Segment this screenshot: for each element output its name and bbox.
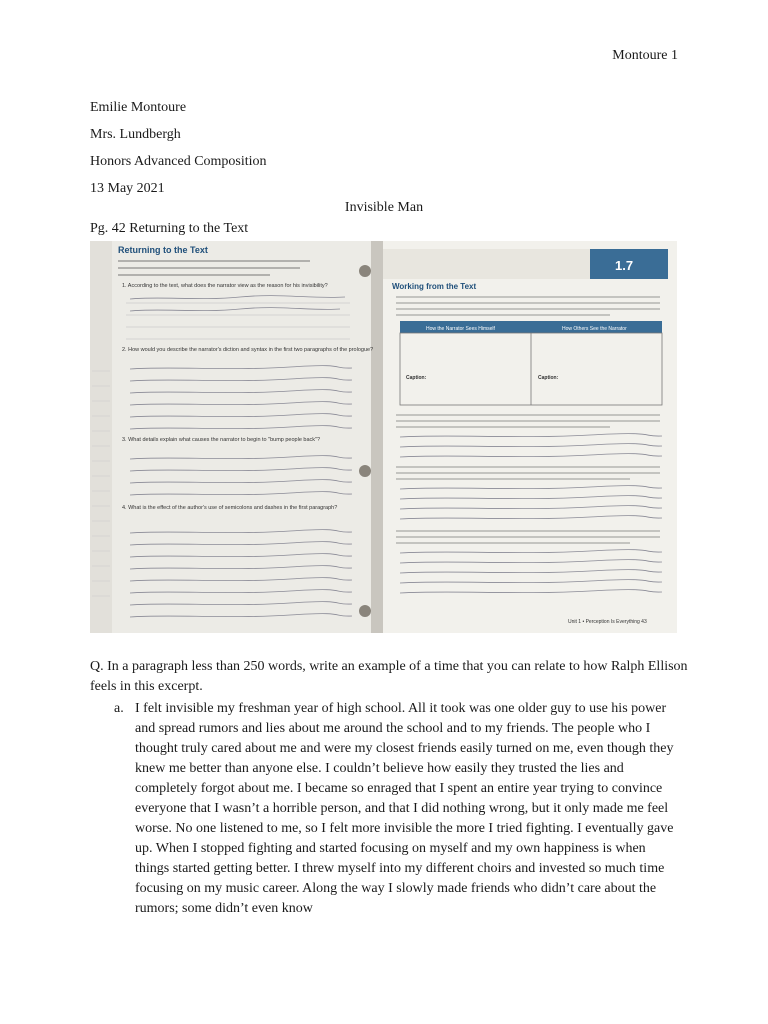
workbook-photo-image [90,241,677,633]
unit-badge: 1.7 [615,258,634,273]
left-q1: 1. According to the text, what does the narrator view as the reason for his invisibility? [122,283,328,289]
teacher-name: Mrs. Lundbergh [90,127,181,142]
author-name: Emilie Montoure [90,100,187,115]
answer-list-item [90,699,680,919]
question-prompt: Q. In a paragraph less than 250 words, write an example of a time that you can relate to how Ralph Ellison feels in this excerpt. [90,659,688,694]
section-subheading: Pg. 42 Returning to the Text [90,221,249,236]
table-col2-header: How Others See the Narrator [562,326,627,332]
left-section-title: Returning to the Text [118,245,208,255]
left-q2: 2. How would you describe the narrator's diction and syntax in the first two paragraphs of the prologue? [122,347,374,353]
left-q4: 4. What is the effect of the author's use of semicolons and dashes in the first paragraph? [122,505,338,511]
course-name: Honors Advanced Composition [90,154,267,169]
caption-left: Caption: [406,375,427,381]
answer-paragraph: I felt invisible my freshman year of high school. All it took was one older guy to use his power and spread rumors and lies about me around the school and to my friends. The people who I thought truly cared about me and were my closest friends easily turned on me, even though they knew me better than anyone else. I couldn’t believe how easily they trusted the lies and completely forgot about me. I became so enraged that I spent an entire year trying to convince everyone that I wasn’t a horrible person, and that I did nothing wrong, but it only made me feel worse. No one listened to me, so I felt more invisible the more I tried fighting. I eventually gave up. When I stopped fighting and started focusing on myself and my own happiness is when things started getting better. I threw myself into my different choirs and invested so much time focusing on my music career. Along the way I slowly made friends who didn’t care about the rumors; some didn’t even know [135,701,674,916]
list-marker: a. [114,701,124,716]
left-q3: 3. What details explain what causes the narrator to begin to "bump people back"? [122,437,321,443]
page-header: Montoure 1 [612,48,678,63]
document-title: Invisible Man [344,200,424,215]
mla-heading [90,94,267,202]
caption-right: Caption: [538,375,559,381]
right-section-title: Working from the Text [392,282,477,291]
right-page-footer: Unit 1 • Perception Is Everything 43 [568,619,647,625]
date: 13 May 2021 [90,181,165,196]
table-col1-header: How the Narrator Sees Himself [426,326,495,332]
workbook-photo [90,241,677,633]
